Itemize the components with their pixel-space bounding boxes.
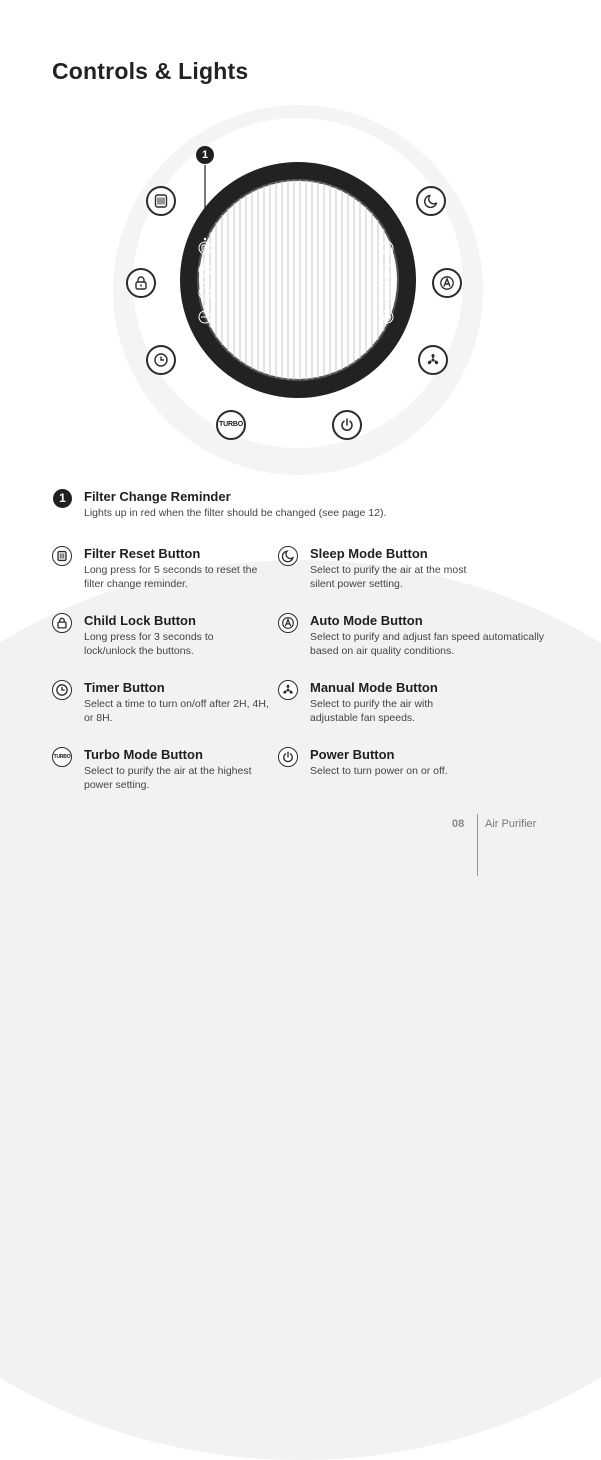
power-icon — [278, 747, 298, 767]
timer-button[interactable] — [146, 345, 176, 375]
device-diagram — [0, 0, 601, 480]
feature-title: Timer Button — [84, 680, 165, 695]
purifier-illustration — [0, 0, 601, 480]
background-arc — [0, 560, 601, 1460]
feature-title: Auto Mode Button — [310, 613, 423, 628]
filter-icon — [152, 192, 170, 210]
feature-title: Child Lock Button — [84, 613, 196, 628]
footer-divider — [477, 814, 478, 876]
fan-icon — [424, 351, 442, 369]
lock-icon — [52, 613, 72, 633]
auto-icon — [278, 613, 298, 633]
sleep-mode-button[interactable] — [416, 186, 446, 216]
power-icon — [338, 416, 356, 434]
feature-desc: Select to purify the air at the highest power setting. — [84, 765, 252, 791]
feature-title: Manual Mode Button — [310, 680, 438, 695]
feature-desc: Select to purify the air at the most silent power setting. — [310, 564, 467, 590]
reminder-number: 1 — [53, 489, 72, 508]
feature-title: Power Button — [310, 747, 395, 762]
feature-title: Sleep Mode Button — [310, 546, 428, 561]
timer-icon — [152, 351, 170, 369]
feature-desc: Select a time to turn on/off after 2H, 4H, or 8H. — [84, 698, 269, 724]
moon-icon — [422, 192, 440, 210]
timer-icon — [52, 680, 72, 700]
page-number: 08 — [452, 818, 465, 830]
child-lock-button[interactable] — [126, 268, 156, 298]
turbo-icon: TURBO — [219, 421, 243, 428]
feature-desc: Long press for 3 seconds to lock/unlock the buttons. — [84, 631, 214, 657]
fan-icon — [278, 680, 298, 700]
feature-desc: Select to purify and adjust fan speed automatically based on air quality conditions. — [310, 631, 545, 657]
feature-title: Filter Reset Button — [84, 546, 201, 561]
reminder-title: Filter Change Reminder — [84, 489, 231, 504]
feature-desc: Select to purify the air with adjustable fan speeds. — [310, 698, 434, 724]
turbo-mode-button[interactable] — [216, 410, 246, 440]
turbo-icon: TURBO — [52, 747, 72, 767]
product-name: Air Purifier — [485, 818, 537, 830]
callout-number: 1 — [196, 146, 214, 164]
filter-reset-button[interactable] — [146, 186, 176, 216]
manual-mode-button[interactable] — [418, 345, 448, 375]
feature-desc: Long press for 5 seconds to reset the filter change reminder. — [84, 564, 258, 590]
auto-mode-button[interactable] — [432, 268, 462, 298]
auto-icon — [438, 274, 456, 292]
feature-desc: Select to turn power on or off. — [310, 765, 448, 777]
lock-icon — [132, 274, 150, 292]
power-button[interactable] — [332, 410, 362, 440]
moon-icon — [278, 546, 298, 566]
feature-title: Turbo Mode Button — [84, 747, 203, 762]
page-title: Controls & Lights — [52, 58, 249, 84]
reminder-desc: Lights up in red when the filter should be changed (see page 12). — [84, 507, 387, 519]
filter-icon — [52, 546, 72, 566]
